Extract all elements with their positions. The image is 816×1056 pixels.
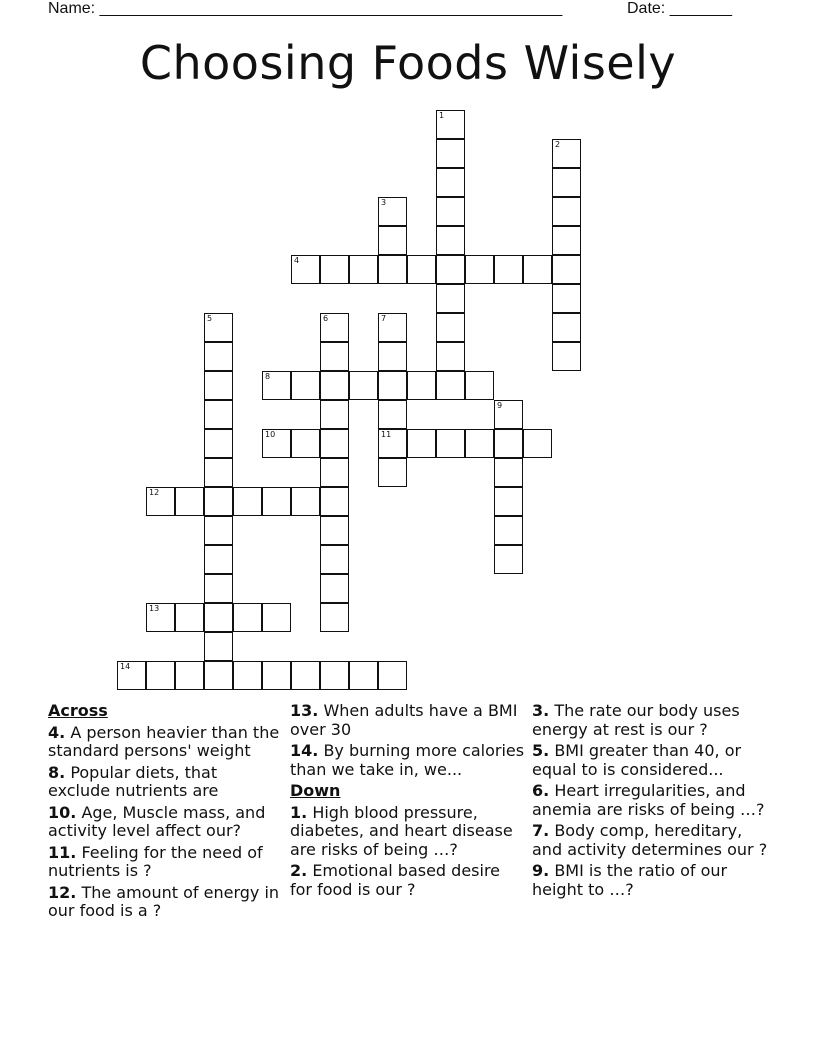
grid-cell[interactable] [378,197,407,226]
grid-cell[interactable] [320,458,349,487]
grid-cell[interactable] [436,110,465,139]
grid-cell[interactable] [175,661,204,690]
grid-cell[interactable] [204,429,233,458]
grid-cell[interactable] [436,226,465,255]
grid-cell[interactable] [523,429,552,458]
grid-cell[interactable] [436,429,465,458]
grid-cell[interactable] [262,371,291,400]
cell-number: 3 [381,198,387,207]
grid-cell[interactable] [378,400,407,429]
grid-cell[interactable] [552,139,581,168]
grid-cell[interactable] [552,168,581,197]
clue-number: 3. [532,701,550,720]
grid-cell[interactable] [320,400,349,429]
clue-down-2 [290,862,526,899]
grid-cell[interactable] [320,342,349,371]
grid-cell[interactable] [233,603,262,632]
grid-cell[interactable] [349,371,378,400]
clue-text: BMI greater than 40, or equal to is considered... [532,741,742,779]
cell-number: 14 [120,662,131,671]
grid-cell[interactable] [146,603,175,632]
cell-number: 8 [265,372,271,381]
cell-number: 12 [149,488,160,497]
cell-number: 2 [555,140,561,149]
clue-text: BMI is the ratio of our height to …? [532,861,728,899]
date-field[interactable]: Date: _______ [627,0,732,17]
clues-column-1 [48,702,284,924]
grid-cell[interactable] [291,487,320,516]
clue-number: 11. [48,842,77,862]
clues-column-3 [532,702,768,902]
grid-cell[interactable] [436,255,465,284]
grid-cell[interactable] [204,313,233,342]
grid-cell[interactable] [204,458,233,487]
grid-cell[interactable] [204,516,233,545]
clue-number: 12. [48,882,77,902]
clue-text: Feeling for the need of nutrients is ? [48,842,263,880]
clue-across-12 [48,884,284,921]
grid-cell[interactable] [436,371,465,400]
cell-number: 9 [497,401,503,410]
clue-number: 10. [48,802,77,822]
clue-across-10 [48,804,284,841]
grid-cell[interactable] [204,661,233,690]
clue-number: 1. [290,802,308,822]
grid-cell[interactable] [436,284,465,313]
grid-cell[interactable] [378,458,407,487]
clue-text: Popular diets, that exclude nutrients are [48,762,219,800]
clue-across-11 [48,844,284,881]
grid-cell[interactable] [204,371,233,400]
grid-cell[interactable] [320,603,349,632]
clue-number: 14. [290,741,319,760]
grid-cell[interactable] [552,226,581,255]
grid-cell[interactable] [146,487,175,516]
clue-text: The amount of energy in our food is a ? [48,882,280,920]
grid-cell[interactable] [117,661,146,690]
grid-cell[interactable] [378,371,407,400]
clue-down-1 [290,804,526,860]
grid-cell[interactable] [378,226,407,255]
grid-cell[interactable] [552,255,581,284]
cell-number: 13 [149,604,160,613]
clues-column-2 [290,702,526,902]
grid-cell[interactable] [204,603,233,632]
grid-cell[interactable] [291,371,320,400]
grid-cell[interactable] [291,661,320,690]
grid-cell[interactable] [552,284,581,313]
grid-cell[interactable] [320,661,349,690]
grid-cell[interactable] [204,487,233,516]
grid-cell[interactable] [552,342,581,371]
grid-cell[interactable] [436,139,465,168]
clue-number: 8. [48,762,66,782]
clue-text: Emotional based desire for food is our ? [290,861,501,899]
grid-cell[interactable] [465,429,494,458]
grid-cell[interactable] [204,400,233,429]
grid-cell[interactable] [494,429,523,458]
grid-cell[interactable] [523,255,552,284]
grid-cell[interactable] [436,342,465,371]
clue-down-5 [532,742,768,779]
grid-cell[interactable] [175,487,204,516]
cell-number: 5 [207,314,213,323]
grid-cell[interactable] [262,487,291,516]
name-field[interactable]: Name: ____________________________________________________ [48,0,563,17]
clue-number: 4. [48,722,66,742]
clue-across-13 [290,702,526,739]
cell-number: 1 [439,111,445,120]
clue-across-8 [48,764,284,801]
grid-cell[interactable] [204,632,233,661]
clue-down-3 [532,702,768,739]
grid-cell[interactable] [320,545,349,574]
grid-cell[interactable] [320,487,349,516]
cell-number: 10 [265,430,276,439]
grid-cell[interactable] [349,661,378,690]
grid-cell[interactable] [552,313,581,342]
clue-number: 13. [290,701,319,720]
clue-text: Body comp, hereditary, and activity determines our ? [532,821,768,859]
grid-cell[interactable] [175,603,204,632]
grid-cell[interactable] [291,429,320,458]
grid-cell[interactable] [320,371,349,400]
down-heading: Down [290,781,341,800]
grid-cell[interactable] [262,603,291,632]
grid-cell[interactable] [494,516,523,545]
grid-cell[interactable] [320,574,349,603]
clue-text: When adults have a BMI over 30 [290,701,518,739]
grid-cell[interactable] [262,661,291,690]
grid-cell[interactable] [146,661,175,690]
clue-text: A person heavier than the standard persons' weight [48,722,280,760]
clue-text: The rate our body uses energy at rest is our ? [532,701,740,739]
puzzle-title: Choosing Foods Wisely [139,36,677,90]
grid-cell[interactable] [204,342,233,371]
grid-cell[interactable] [494,400,523,429]
clue-number: 2. [290,861,308,880]
grid-cell[interactable] [320,516,349,545]
grid-cell[interactable] [204,574,233,603]
cell-number: 7 [381,314,387,323]
clue-text: Age, Muscle mass, and activity level affect our? [48,802,266,840]
grid-cell[interactable] [407,429,436,458]
clue-text: By burning more calories than we take in, we... [290,741,525,779]
grid-cell[interactable] [436,313,465,342]
clue-number: 9. [532,861,550,880]
clue-down-9 [532,862,768,899]
clue-down-6 [532,782,768,819]
grid-cell[interactable] [436,197,465,226]
grid-cell[interactable] [291,255,320,284]
clue-text: High blood pressure, diabetes, and heart disease are risks of being …? [290,802,513,859]
grid-cell[interactable] [378,255,407,284]
grid-cell[interactable] [349,255,378,284]
cell-number: 11 [381,430,392,439]
grid-cell[interactable] [436,168,465,197]
grid-cell[interactable] [378,342,407,371]
grid-cell[interactable] [465,255,494,284]
clue-across-4 [48,724,284,761]
grid-cell[interactable] [465,371,494,400]
clue-number: 6. [532,781,550,800]
grid-cell[interactable] [378,661,407,690]
grid-cell[interactable] [407,371,436,400]
grid-cell[interactable] [494,545,523,574]
grid-cell[interactable] [407,255,436,284]
worksheet-header [48,0,768,20]
grid-cell[interactable] [552,197,581,226]
cell-number: 4 [294,256,300,265]
grid-cell[interactable] [378,429,407,458]
grid-cell[interactable] [233,661,262,690]
clue-text: Heart irregularities, and anemia are risks of being …? [532,781,765,819]
grid-cell[interactable] [494,487,523,516]
grid-cell[interactable] [378,313,407,342]
clue-across-14 [290,742,526,779]
clue-down-7 [532,822,768,859]
clue-number: 7. [532,821,550,840]
grid-cell[interactable] [320,255,349,284]
grid-cell[interactable] [233,487,262,516]
grid-cell[interactable] [320,429,349,458]
cell-number: 6 [323,314,329,323]
across-heading: Across [48,701,108,720]
grid-cell[interactable] [262,429,291,458]
grid-cell[interactable] [494,458,523,487]
clue-number: 5. [532,741,550,760]
grid-cell[interactable] [204,545,233,574]
grid-cell[interactable] [494,255,523,284]
grid-cell[interactable] [320,313,349,342]
